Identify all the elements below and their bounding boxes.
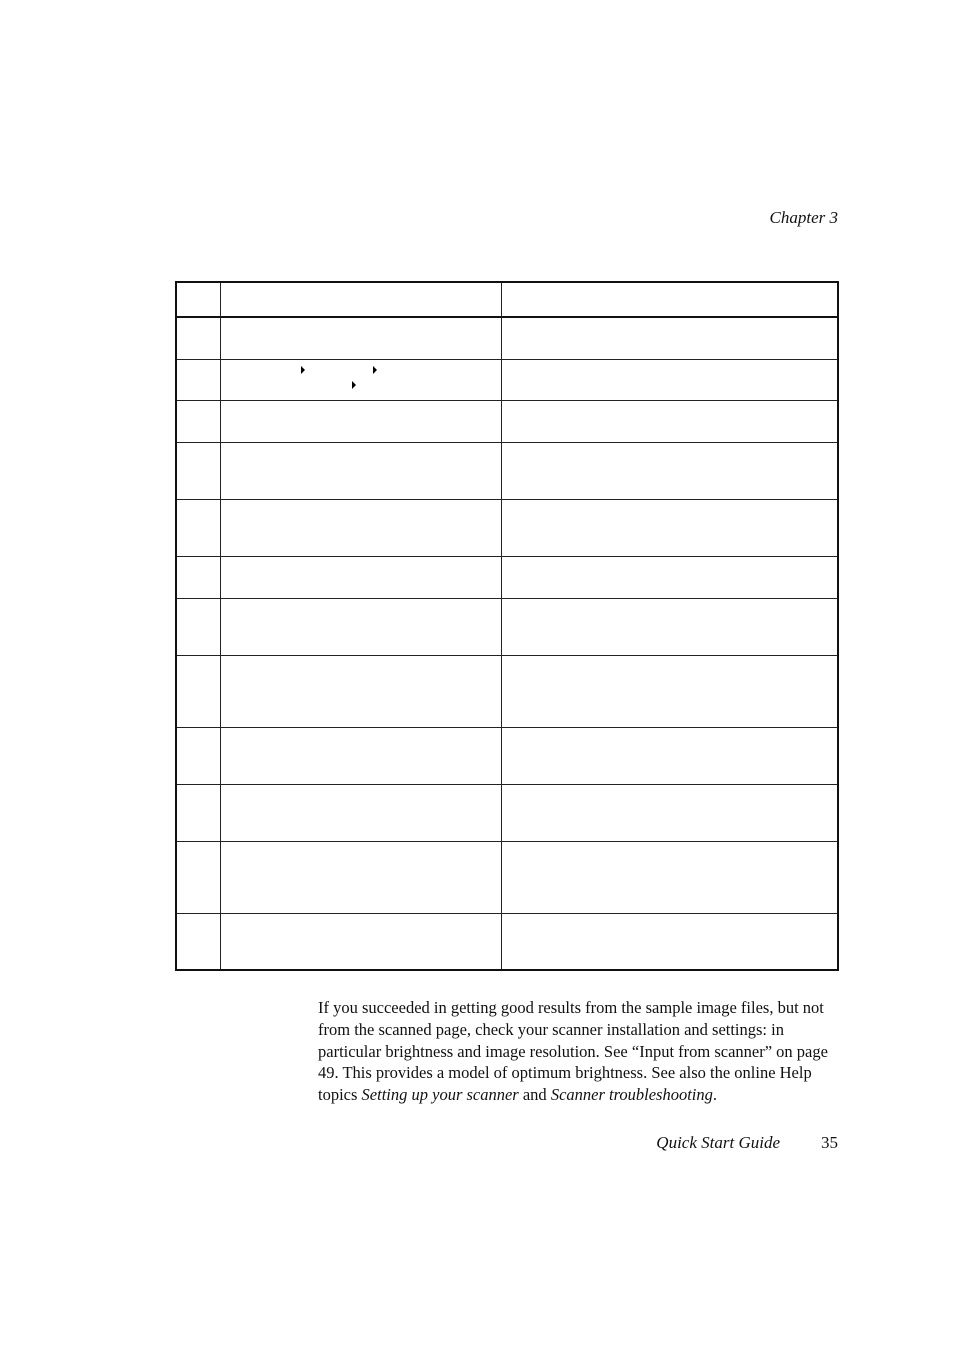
troubleshooting-table xyxy=(175,281,839,971)
table-cell xyxy=(221,914,502,969)
table-cell xyxy=(221,443,502,500)
table-cell xyxy=(177,500,221,557)
table-cell xyxy=(177,557,221,599)
page-number: 35 xyxy=(821,1133,838,1152)
table-cell xyxy=(502,318,837,360)
footer-title: Quick Start Guide xyxy=(656,1133,780,1152)
table-cell xyxy=(502,599,837,656)
table-cell xyxy=(502,557,837,599)
body-text: and xyxy=(518,1085,551,1105)
table-cell xyxy=(221,401,502,443)
table-cell xyxy=(177,785,221,842)
table-cell xyxy=(221,318,502,360)
table-cell xyxy=(221,785,502,842)
table-cell xyxy=(502,728,837,785)
table-header-cell xyxy=(502,283,837,318)
table-cell xyxy=(502,842,837,914)
body-text: . xyxy=(712,1085,718,1105)
chapter-heading: Chapter 3 xyxy=(769,208,838,227)
table-cell xyxy=(502,785,837,842)
table-cell xyxy=(221,557,502,599)
table-cell xyxy=(177,914,221,969)
table-cell xyxy=(221,656,502,728)
table-cell xyxy=(221,728,502,785)
menu-arrow-icon xyxy=(373,366,377,374)
table-cell xyxy=(177,318,221,360)
table-cell xyxy=(502,656,837,728)
table-header-cell xyxy=(177,283,221,318)
table-cell xyxy=(177,360,221,401)
table-cell xyxy=(502,401,837,443)
body-paragraph xyxy=(318,997,840,1106)
table-cell xyxy=(177,443,221,500)
table-header-cell xyxy=(221,283,502,318)
menu-arrow-icon xyxy=(301,366,305,374)
table-cell xyxy=(502,443,837,500)
table-cell xyxy=(221,599,502,656)
table-cell xyxy=(221,500,502,557)
table-cell xyxy=(177,401,221,443)
table-cell xyxy=(177,656,221,728)
table-cell xyxy=(177,599,221,656)
help-topic-link: Setting up your scanner xyxy=(361,1085,519,1105)
table-cell xyxy=(221,360,502,401)
help-topic-link: Scanner troubleshooting xyxy=(550,1085,713,1105)
table-cell xyxy=(502,360,837,401)
table-cell xyxy=(177,728,221,785)
table-cell xyxy=(177,842,221,914)
table-cell xyxy=(502,914,837,969)
table-cell xyxy=(502,500,837,557)
body-text: If you succeeded in getting good results from the sample image files, but not from the scanned page, check your scanner installation and settings: in particular brightness and image resolution. See “Input from scanner” on page 49. This provides a model of optimum brightness. See also the online Help topics xyxy=(318,998,828,1105)
menu-arrow-icon xyxy=(352,381,356,389)
table-cell xyxy=(221,842,502,914)
